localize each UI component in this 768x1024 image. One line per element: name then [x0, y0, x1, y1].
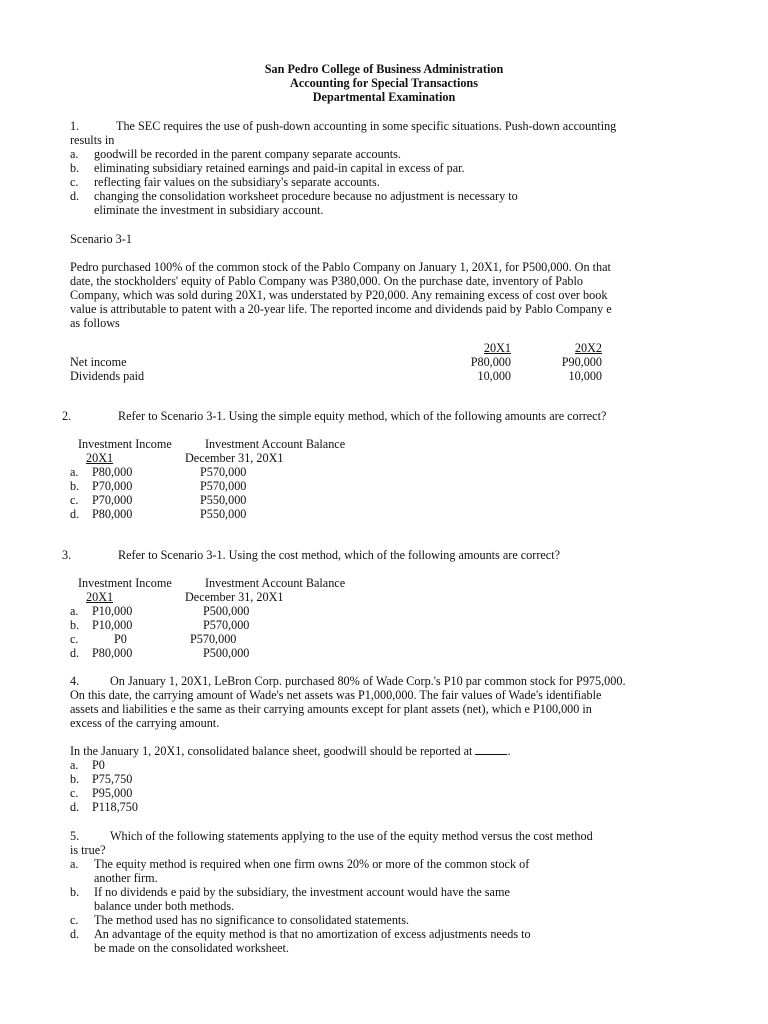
q2-choice-c2: P550,000 [200, 493, 247, 507]
q3-choice-letter: d. [70, 646, 80, 660]
q2-choice-letter: c. [70, 493, 79, 507]
course-title: Accounting for Special Transactions [290, 76, 478, 90]
q1-stem-cont: results in [70, 133, 115, 147]
q2-number: 2. [62, 409, 72, 423]
q2-choice-letter: d. [70, 507, 80, 521]
q3-choice-c2: P570,000 [190, 632, 237, 646]
q1-stem: The SEC requires the use of push-down accounting in some specific situations. Push-down accounting [116, 119, 617, 133]
table-row-label: Dividends paid [70, 369, 145, 383]
q5-choice-text-cont: balance under both methods. [94, 899, 235, 913]
table-col-header: 20X1 [483, 341, 511, 355]
q3-choice-letter: c. [70, 632, 79, 646]
q5-choice-text-cont: another firm. [94, 871, 158, 885]
table-cell: P90,000 [561, 355, 602, 369]
q3-choice-c1: P10,000 [92, 618, 133, 632]
q2-choice-letter: b. [70, 479, 80, 493]
scenario-paragraph: value is attributable to patent with a 20-year life. The reported income and dividends paid by Pablo Company e [70, 302, 612, 316]
q2-col-header: Investment Account Balance [205, 437, 346, 451]
q3-choice-c1: P0 [114, 632, 127, 646]
q3-choice-c1: P80,000 [92, 646, 133, 660]
q2-sub-header: December 31, 20X1 [185, 451, 284, 465]
q5-choice-letter: b. [70, 885, 80, 899]
q3-col-header: Investment Account Balance [205, 576, 346, 590]
q1-choice-text: eliminating subsidiary retained earnings and paid-in capital in excess of par. [94, 161, 465, 175]
q1-number: 1. [70, 119, 80, 133]
table-cell: 10,000 [477, 369, 511, 383]
q4-question [70, 744, 511, 758]
q2-choice-c2: P550,000 [200, 507, 247, 521]
q1-choice-letter: a. [70, 147, 79, 161]
q5-choice-text-cont: be made on the consolidated worksheet. [94, 941, 289, 955]
q5-choice-text: If no dividends e paid by the subsidiary, the investment account would have the same [94, 885, 510, 899]
q2-stem: Refer to Scenario 3-1. Using the simple equity method, which of the following amounts are correct? [118, 409, 607, 423]
q3-sub-header: 20X1 [86, 590, 114, 604]
q1-choice-text: goodwill be recorded in the parent company separate accounts. [94, 147, 401, 161]
q4-question-end: . [507, 744, 511, 758]
q5-choice-letter: a. [70, 857, 79, 871]
q5-stem-cont: is true? [70, 843, 106, 857]
q4-stem: On January 1, 20X1, LeBron Corp. purchased 80% of Wade Corp.'s P10 par common stock for P975,000. [110, 674, 626, 688]
q5-choice-letter: c. [70, 913, 79, 927]
scenario-paragraph: Pedro purchased 100% of the common stock of the Pablo Company on January 1, 20X1, for P500,000. On that [70, 260, 611, 274]
q3-col-header: Investment Income [78, 576, 172, 590]
q2-choice-c1: P80,000 [92, 465, 133, 479]
table-cell: P80,000 [470, 355, 511, 369]
q1-choice-text-cont: eliminate the investment in subsidiary account. [94, 203, 324, 217]
q2-sub-header: 20X1 [86, 451, 114, 465]
q2-col-header: Investment Income [78, 437, 172, 451]
q2-choice-c1: P80,000 [92, 507, 133, 521]
q4-choice-letter: d. [70, 800, 80, 814]
q4-choice-text: P75,750 [92, 772, 133, 786]
q4-choice-letter: a. [70, 758, 79, 772]
q3-choice-letter: a. [70, 604, 79, 618]
q5-stem: Which of the following statements applying to the use of the equity method versus the cost method [110, 829, 593, 843]
scenario-paragraph: date, the stockholders' equity of Pablo Company was P380,000. On the purchase date, inventory of Pablo [70, 274, 583, 288]
q4-number: 4. [70, 674, 80, 688]
school-name: San Pedro College of Business Administration [264, 62, 504, 76]
q3-choice-letter: b. [70, 618, 80, 632]
q4-choice-text: P95,000 [92, 786, 133, 800]
scenario-paragraph: Company, which was sold during 20X1, was understated by P20,000. Any remaining excess of cost over book [70, 288, 608, 302]
q3-choice-c2: P570,000 [203, 618, 250, 632]
q3-stem: Refer to Scenario 3-1. Using the cost method, which of the following amounts are correct? [118, 548, 561, 562]
scenario-paragraph: as follows [70, 316, 120, 330]
scenario-title: Scenario 3-1 [70, 232, 132, 246]
q2-choice-c1: P70,000 [92, 493, 133, 507]
q3-choice-c2: P500,000 [203, 646, 250, 660]
q3-choice-c1: P10,000 [92, 604, 133, 618]
q3-sub-header: December 31, 20X1 [185, 590, 284, 604]
table-cell: 10,000 [568, 369, 602, 383]
q4-choice-letter: b. [70, 772, 80, 786]
q1-choice-letter: d. [70, 189, 80, 203]
table-row-label: Net income [70, 355, 127, 369]
q5-choice-letter: d. [70, 927, 80, 941]
q4-question-text: In the January 1, 20X1, consolidated balance sheet, goodwill should be reported at [70, 744, 473, 758]
q4-stem: assets and liabilities e the same as their carrying amounts except for plant assets (net), which e P100,000 in [70, 702, 592, 716]
q2-choice-letter: a. [70, 465, 79, 479]
q1-choice-text: reflecting fair values on the subsidiary's separate accounts. [94, 175, 380, 189]
q3-choice-c2: P500,000 [203, 604, 250, 618]
q3-number: 3. [62, 548, 72, 562]
q1-choice-letter: c. [70, 175, 79, 189]
q4-choice-letter: c. [70, 786, 79, 800]
q4-stem: On this date, the carrying amount of Wade's net assets was P1,000,000. The fair values of Wade's identifiable [70, 688, 602, 702]
q2-choice-c2: P570,000 [200, 465, 247, 479]
answer-blank [475, 744, 507, 755]
q4-choice-text: P0 [92, 758, 105, 772]
q2-choice-c1: P70,000 [92, 479, 133, 493]
q5-choice-text: The equity method is required when one firm owns 20% or more of the common stock of [94, 857, 530, 871]
q2-choice-c2: P570,000 [200, 479, 247, 493]
q5-choice-text: The method used has no significance to consolidated statements. [94, 913, 410, 927]
q4-stem: excess of the carrying amount. [70, 716, 220, 730]
exam-title: Departmental Examination [312, 90, 456, 104]
q5-choice-text: An advantage of the equity method is that no amortization of excess adjustments needs to [94, 927, 531, 941]
q1-choice-text: changing the consolidation worksheet procedure because no adjustment is necessary to [94, 189, 518, 203]
q1-choice-letter: b. [70, 161, 80, 175]
q4-choice-text: P118,750 [92, 800, 138, 814]
q5-number: 5. [70, 829, 80, 843]
table-col-header: 20X2 [574, 341, 602, 355]
